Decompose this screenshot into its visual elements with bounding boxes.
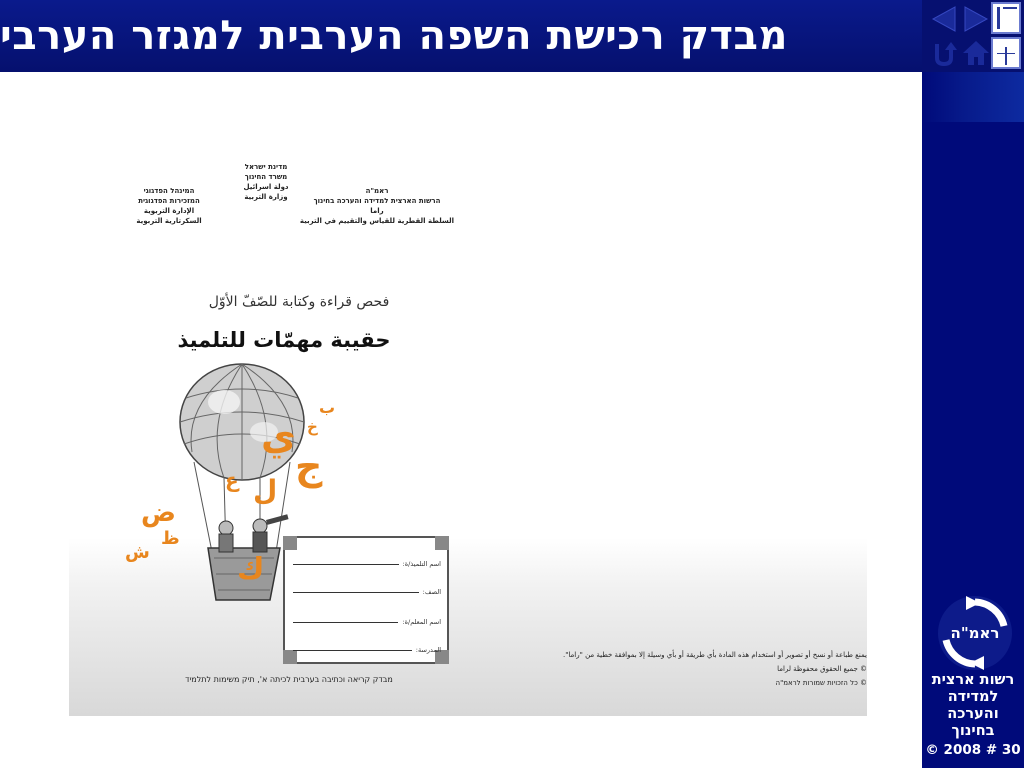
form-field [293,580,441,596]
org-name-line: רשות ארצית [931,672,1015,688]
arabic-letter: ك [237,552,265,587]
booklet-cover-image [69,80,867,716]
arabic-letter: ض [141,498,176,528]
logo-text: ראמ"ה [950,624,1000,642]
legal-line: © כל הזכויות שמורות לראמ"ה [775,679,867,687]
document-icon[interactable] [991,2,1021,34]
agency-line: الإدارة التربوية [143,207,195,215]
slide-title: מבדק רכישת השפה הערבית למגזר הערבי [0,13,788,59]
nav-panel [922,0,1024,72]
agency-line: הרשות הארצית למדידה והערכה בחינוך [313,197,441,205]
agency-column-ministry [229,162,303,202]
triangle-right-icon [961,5,991,33]
arabic-letter: ش [125,542,150,563]
arabic-letter: ل [253,474,278,507]
return-button[interactable] [926,36,962,70]
agency-line: السلطة القطرية للقياس والتقييم في التربية [299,217,455,225]
legal-line: يمنع طباعة أو نسخ أو تصوير أو استخدام هذه المادة بأي طريقة أو بأي وسيلة إلا بموافقة خطية من "راما". [562,651,867,659]
form-field-line [293,650,412,651]
form-corner [435,536,449,550]
form-field [293,638,441,654]
agency-line: המינהל הפדגוגי [143,187,195,195]
agency-line: السكرتارية التربوية [136,217,202,225]
agency-line: מדינת ישראל [244,163,288,171]
booklet-title: حقيبة مهمّات للتلميذ [177,328,391,352]
form-field-label: المدرسة: [415,646,441,654]
title-bar [0,0,922,72]
agency-line: راما [370,207,384,215]
arabic-letter: ظ [161,528,180,549]
arabic-letter: ج [295,444,323,488]
student-name-form [283,536,449,664]
home-button[interactable] [958,36,994,70]
org-name-line: והערכה [947,706,999,722]
form-field-label: الصف: [422,588,441,596]
form-field-line [293,592,419,593]
booklet-subtitle: فحص قراءة وكتابة للصّفّ الأوّل [208,294,390,310]
sidebar-decoration [922,72,1024,122]
agency-line: وزارة التربية [244,193,288,201]
form-field [293,552,441,568]
form-field-label: اسم التلميذ/ة: [402,560,441,568]
slide-number: © 2008 # 30 [925,742,1021,758]
next-slide-button[interactable] [958,2,994,36]
form-corner [283,536,297,550]
rama-logo-block [922,590,1024,768]
agency-column-pedagogy [131,186,207,226]
return-arrow-icon [929,38,959,68]
legal-notice [527,648,867,690]
org-name [922,672,1024,740]
arabic-letter: خ [307,418,318,436]
agency-line: משרד החינוך [244,173,288,181]
form-field-line [293,622,398,623]
rama-logo [938,596,1012,670]
legal-line: © جميع الحقوق محفوظة لراما [777,665,867,673]
agency-line: دولة اسرائيل [243,183,289,191]
arabic-letter: ب [319,398,336,417]
prev-slide-button[interactable] [926,2,962,36]
home-icon [961,38,991,68]
agency-line: ראמ"ה [365,187,389,195]
triangle-left-icon [929,5,959,33]
document-icon[interactable] [991,37,1021,69]
org-name-line: בחינוך [951,723,995,739]
agency-column-rama [297,186,457,226]
arabic-letter: ع [225,468,239,492]
form-field [293,610,441,626]
org-name-line: למדידה [947,689,999,705]
arabic-letter: ي [261,414,296,458]
form-field-line [293,564,399,565]
booklet-series-line: מבדק קריאה וכתיבה בערבית לכיתה א', תיק משימות לתלמיד [185,675,393,684]
form-field-label: اسم المعلم/ة: [402,618,441,626]
agency-line: המזכירות הפדגוגית [138,197,200,205]
